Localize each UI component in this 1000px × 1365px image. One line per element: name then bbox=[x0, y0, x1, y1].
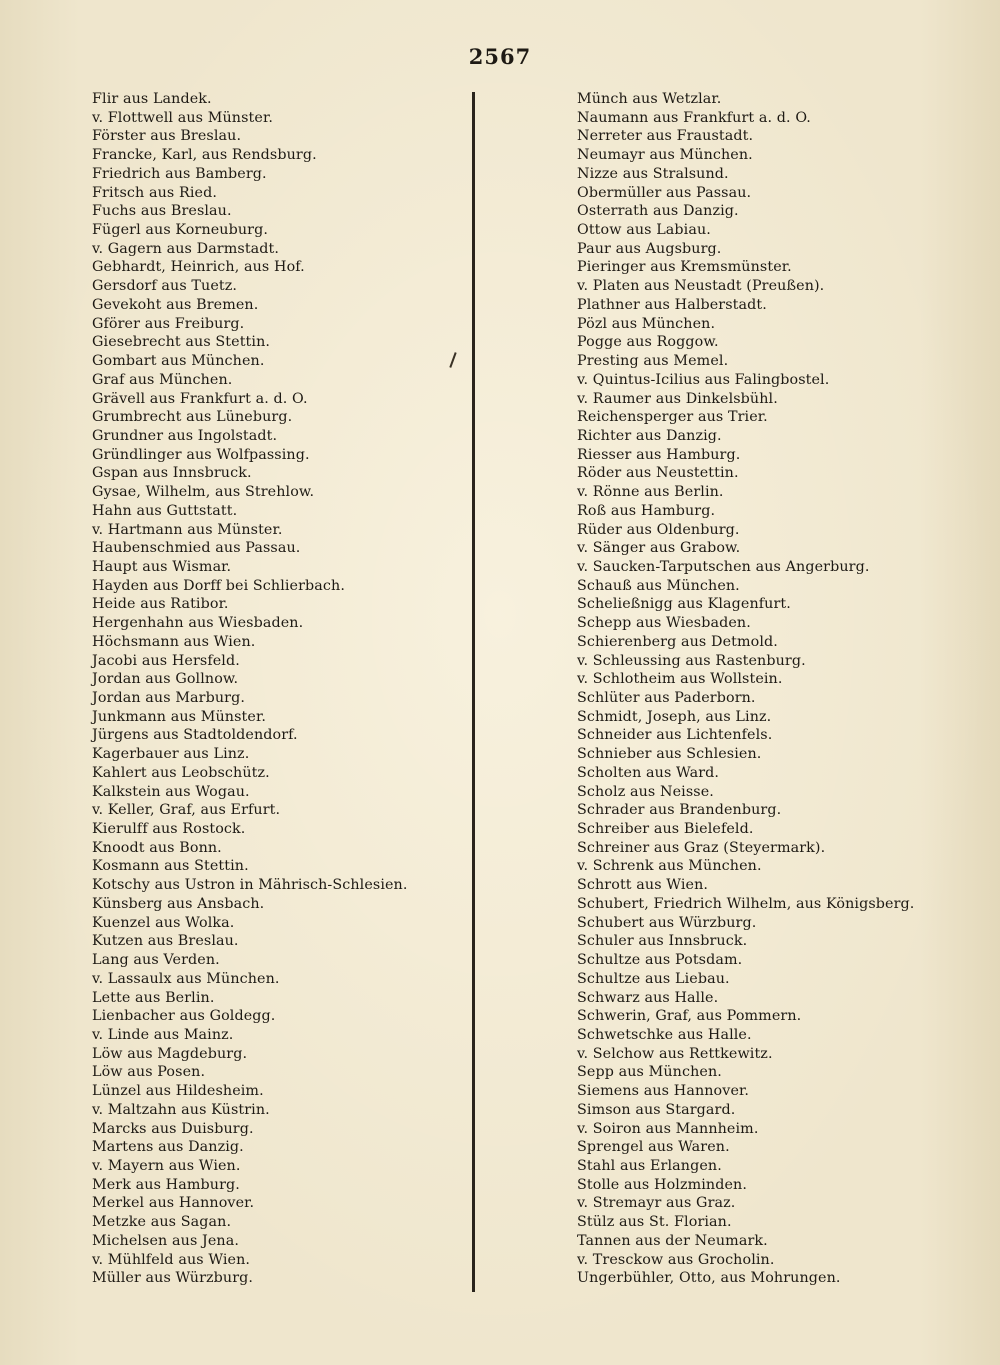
list-item: v. Linde aus Mainz. bbox=[92, 1026, 234, 1043]
list-item: Schubert, Friedrich Wilhelm, aus Königsberg. bbox=[577, 895, 915, 912]
list-item: Grävell aus Frankfurt a. d. O. bbox=[92, 390, 308, 407]
list-item: Löw aus Posen. bbox=[92, 1064, 206, 1081]
list-item: Kutzen aus Breslau. bbox=[92, 933, 239, 950]
list-item: v. Soiron aus Mannheim. bbox=[577, 1120, 759, 1137]
list-item: Junkmann aus Münster. bbox=[92, 708, 266, 725]
list-item: Münch aus Wetzlar. bbox=[577, 91, 722, 107]
list-item: Scholten aus Ward. bbox=[577, 764, 720, 781]
list-item: Kuenzel aus Wolka. bbox=[92, 914, 235, 931]
list-item: Obermüller aus Passau. bbox=[577, 184, 752, 201]
list-item: Richter aus Danzig. bbox=[577, 427, 722, 444]
list-item: Heide aus Ratibor. bbox=[92, 596, 229, 613]
list-item: Schepp aus Wiesbaden. bbox=[577, 615, 751, 632]
list-item: Gebhardt, Heinrich, aus Hof. bbox=[92, 259, 305, 276]
list-item: Kosmann aus Stettin. bbox=[92, 858, 249, 875]
list-item: Hahn aus Guttstatt. bbox=[92, 502, 238, 519]
list-item: v. Raumer aus Dinkelsbühl. bbox=[577, 390, 778, 407]
list-item: Stülz aus St. Florian. bbox=[577, 1214, 732, 1231]
list-item: Künsberg aus Ansbach. bbox=[92, 895, 265, 912]
list-item: Lienbacher aus Goldegg. bbox=[92, 1008, 276, 1025]
list-item: Schubert aus Würzburg. bbox=[577, 914, 757, 931]
list-item: Riesser aus Hamburg. bbox=[577, 446, 741, 463]
list-item: Merk aus Hamburg. bbox=[92, 1176, 240, 1193]
list-item: Schauß aus München. bbox=[577, 577, 740, 594]
list-item: Jordan aus Gollnow. bbox=[92, 671, 239, 688]
list-item: v. Maltzahn aus Küstrin. bbox=[92, 1101, 270, 1118]
list-item: v. Lassaulx aus München. bbox=[92, 970, 280, 987]
list-item: Gförer aus Freiburg. bbox=[92, 315, 245, 332]
list-item: Simson aus Stargard. bbox=[577, 1101, 736, 1118]
list-item: v. Sänger aus Grabow. bbox=[577, 540, 741, 557]
list-item: Gombart aus München. bbox=[92, 353, 265, 370]
list-item: Fuchs aus Breslau. bbox=[92, 203, 232, 220]
list-item: Scheließnigg aus Klagenfurt. bbox=[577, 596, 791, 613]
list-item: Metzke aus Sagan. bbox=[92, 1214, 232, 1231]
list-item: Haupt aus Wismar. bbox=[92, 558, 232, 575]
list-item: Grundner aus Ingolstadt. bbox=[92, 427, 278, 444]
list-item: Hergenhahn aus Wiesbaden. bbox=[92, 615, 304, 632]
list-item: Giesebrecht aus Stettin. bbox=[92, 334, 271, 351]
list-item: v. Flottwell aus Münster. bbox=[92, 109, 273, 126]
list-item: Schneider aus Lichtenfels. bbox=[577, 727, 773, 744]
list-item: Gründlinger aus Wolfpassing. bbox=[92, 446, 310, 463]
list-item: v. Schrenk aus München. bbox=[577, 858, 762, 875]
list-item: Hayden aus Dorff bei Schlierbach. bbox=[92, 577, 345, 594]
list-item: Tannen aus der Neumark. bbox=[577, 1232, 768, 1249]
list-item: Plathner aus Halberstadt. bbox=[577, 296, 767, 313]
list-item: Schmidt, Joseph, aus Linz. bbox=[577, 708, 772, 725]
list-item: Gersdorf aus Tuetz. bbox=[92, 278, 238, 295]
list-item: Kotschy aus Ustron in Mährisch-Schlesien. bbox=[92, 877, 408, 894]
list-item: Schrader aus Brandenburg. bbox=[577, 802, 782, 819]
list-item: Gspan aus Innsbruck. bbox=[92, 465, 252, 482]
list-item: Martens aus Danzig. bbox=[92, 1139, 244, 1156]
list-item: v. Hartmann aus Münster. bbox=[92, 521, 283, 538]
list-item: Marcks aus Duisburg. bbox=[92, 1120, 254, 1137]
list-item: Friedrich aus Bamberg. bbox=[92, 165, 267, 182]
list-item: Grumbrecht aus Lüneburg. bbox=[92, 409, 293, 426]
list-item: v. Saucken-Tarputschen aus Angerburg. bbox=[577, 558, 870, 575]
list-item: Lette aus Berlin. bbox=[92, 989, 215, 1006]
list-item: Nizze aus Stralsund. bbox=[577, 165, 729, 182]
list-item: Lang aus Verden. bbox=[92, 952, 220, 969]
list-item: Ottow aus Labiau. bbox=[577, 222, 711, 239]
list-item: Jordan aus Marburg. bbox=[92, 690, 246, 706]
list-item: Kierulff aus Rostock. bbox=[92, 821, 246, 838]
list-item: Fügerl aus Korneuburg. bbox=[92, 222, 269, 239]
list-item: Röder aus Neustettin. bbox=[577, 465, 739, 482]
list-item: Paur aus Augsburg. bbox=[577, 240, 722, 257]
list-item: Schierenberg aus Detmold. bbox=[577, 633, 778, 650]
list-item: Schlüter aus Paderborn. bbox=[577, 690, 756, 706]
list-item: v. Gagern aus Darmstadt. bbox=[92, 240, 280, 257]
list-item: Flir aus Landek. bbox=[92, 91, 212, 107]
list-item: Reichensperger aus Trier. bbox=[577, 409, 768, 426]
list-item: v. Tresckow aus Grocholin. bbox=[577, 1251, 775, 1268]
list-item: v. Mayern aus Wien. bbox=[92, 1157, 241, 1174]
list-item: Schultze aus Potsdam. bbox=[577, 952, 743, 969]
list-item: Michelsen aus Jena. bbox=[92, 1232, 239, 1249]
left-column bbox=[92, 90, 462, 1288]
list-item: Jacobi aus Hersfeld. bbox=[92, 652, 240, 669]
list-item: Jürgens aus Stadtoldendorf. bbox=[92, 727, 298, 744]
list-item: Kagerbauer aus Linz. bbox=[92, 746, 250, 763]
list-item: Knoodt aus Bonn. bbox=[92, 839, 222, 856]
list-item: Osterrath aus Danzig. bbox=[577, 203, 739, 220]
list-item: Gysae, Wilhelm, aus Strehlow. bbox=[92, 484, 315, 501]
list-item: v. Quintus-Icilius aus Falingbostel. bbox=[577, 371, 830, 388]
list-item: Pogge aus Roggow. bbox=[577, 334, 719, 351]
list-item: Kahlert aus Leobschütz. bbox=[92, 764, 270, 781]
list-item: v. Rönne aus Berlin. bbox=[577, 484, 724, 501]
list-item: Nerreter aus Fraustadt. bbox=[577, 128, 754, 145]
list-item: Stolle aus Holzminden. bbox=[577, 1176, 747, 1193]
list-item: Fritsch aus Ried. bbox=[92, 184, 217, 201]
list-item: Pözl aus München. bbox=[577, 315, 716, 332]
list-item: Sprengel aus Waren. bbox=[577, 1139, 730, 1156]
list-item: Schwetschke aus Halle. bbox=[577, 1026, 752, 1043]
list-item: Schwarz aus Halle. bbox=[577, 989, 719, 1006]
list-item: Schreiner aus Graz (Steyermark). bbox=[577, 839, 826, 856]
list-item: Sepp aus München. bbox=[577, 1064, 722, 1081]
list-item: Müller aus Würzburg. bbox=[92, 1270, 254, 1287]
list-item: Graf aus München. bbox=[92, 371, 233, 388]
list-item: Kalkstein aus Wogau. bbox=[92, 783, 250, 800]
list-item: Schnieber aus Schlesien. bbox=[577, 746, 762, 763]
list-item: Stahl aus Erlangen. bbox=[577, 1157, 722, 1174]
list-item: Pieringer aus Kremsmünster. bbox=[577, 259, 792, 276]
list-item: Roß aus Hamburg. bbox=[577, 502, 716, 519]
list-item: v. Schlotheim aus Wollstein. bbox=[577, 671, 783, 688]
column-divider bbox=[472, 92, 475, 1292]
list-item: v. Schleussing aus Rastenburg. bbox=[577, 652, 806, 669]
list-item: Scholz aus Neisse. bbox=[577, 783, 714, 800]
page-number: 2567 bbox=[468, 44, 532, 69]
list-item: Presting aus Memel. bbox=[577, 353, 729, 370]
list-item: Francke, Karl, aus Rendsburg. bbox=[92, 147, 317, 164]
list-item: Ungerbühler, Otto, aus Mohrungen. bbox=[577, 1270, 841, 1287]
list-item: Naumann aus Frankfurt a. d. O. bbox=[577, 109, 811, 126]
list-item: v. Mühlfeld aus Wien. bbox=[92, 1251, 251, 1268]
list-item: v. Selchow aus Rettkewitz. bbox=[577, 1045, 773, 1062]
list-item: Rüder aus Oldenburg. bbox=[577, 521, 740, 538]
list-item: v. Stremayr aus Graz. bbox=[577, 1195, 736, 1212]
list-item: Neumayr aus München. bbox=[577, 147, 753, 164]
list-item: Schrott aus Wien. bbox=[577, 877, 709, 894]
list-item: Schwerin, Graf, aus Pommern. bbox=[577, 1008, 802, 1025]
list-item: Merkel aus Hannover. bbox=[92, 1195, 255, 1212]
right-column bbox=[577, 90, 957, 1288]
list-item: v. Platen aus Neustadt (Preußen). bbox=[577, 278, 825, 295]
list-item: Schuler aus Innsbruck. bbox=[577, 933, 748, 950]
list-item: Höchsmann aus Wien. bbox=[92, 633, 256, 650]
list-item: Siemens aus Hannover. bbox=[577, 1083, 750, 1100]
list-item: Schultze aus Liebau. bbox=[577, 970, 730, 987]
list-item: v. Keller, Graf, aus Erfurt. bbox=[92, 802, 281, 819]
list-item: Lünzel aus Hildesheim. bbox=[92, 1083, 264, 1100]
list-item: Haubenschmied aus Passau. bbox=[92, 540, 301, 557]
list-item: Gevekoht aus Bremen. bbox=[92, 296, 259, 313]
list-item: Schreiber aus Bielefeld. bbox=[577, 821, 754, 838]
list-item: Löw aus Magdeburg. bbox=[92, 1045, 248, 1062]
list-item: Förster aus Breslau. bbox=[92, 128, 242, 145]
